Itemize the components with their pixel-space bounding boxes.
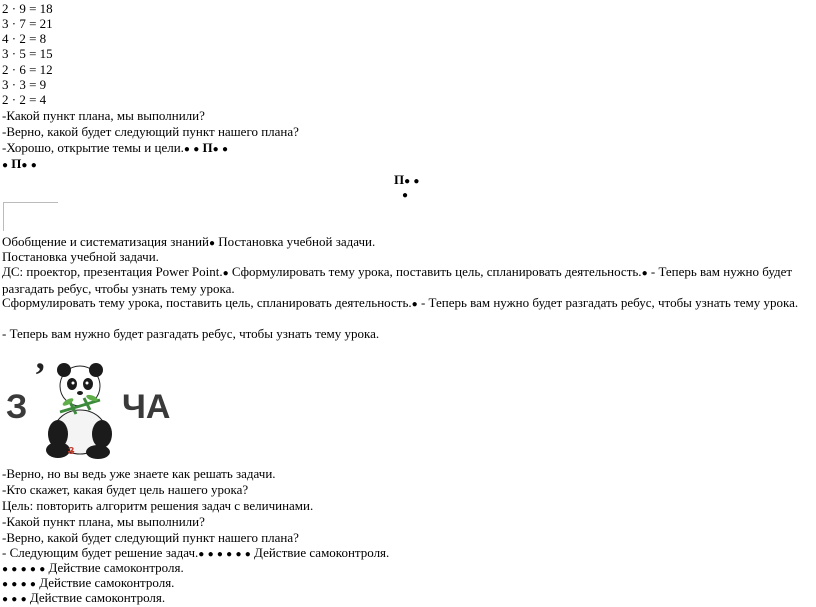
bullet-icon: ● [411,299,418,310]
ds-paragraph [2,264,802,296]
panda-icon [40,362,120,462]
rebus-letter-cha: ЧА [122,388,171,426]
bullet-icon: ● [21,160,28,171]
heading-line: Постановка учебной задачи. [2,249,159,264]
bullet-icon: ● [29,579,36,590]
bullet-icon: ● [20,594,27,605]
bullet-icon: ● [244,549,251,560]
self-control-text: Действие самоконтроля. [39,575,175,590]
bullet-icon: ● [226,549,233,560]
bullet-icon: ● [208,238,216,249]
equation-line: 2 · 6 = 12 [2,62,53,77]
bullet-icon: ● [216,549,223,560]
bullet-icon: ● [2,594,9,605]
question-line: -Какой пункт плана, мы выполнили? [2,108,205,123]
equation-line: 2 · 2 = 4 [2,92,47,107]
rebus-struck-letter: З [68,446,75,457]
bullet-icon: ● [198,549,205,560]
text-line: -Верно, какой будет следующий пункт нашего плана? [2,530,299,545]
text-line: -Верно, но вы ведь уже знаете как решать задачи. [2,466,276,481]
bullet-line [402,186,408,203]
open-topic-text: -Хорошо, открытие темы и цели. [2,140,184,155]
text-line: -Кто скажет, какая будет цель нашего урока? [2,482,249,497]
equation-line: 3 · 7 = 21 [2,16,53,31]
equation-line: 4 · 2 = 8 [2,31,47,46]
self-control-text: Действие самоконтроля. [48,560,184,575]
bullet-icon: ● [207,549,214,560]
bullet-icon: ● [2,564,9,575]
bullet-icon: ● [11,564,18,575]
equation-line: 2 · 9 = 18 [2,1,53,16]
question-line: -Верно, какой будет следующий пункт нашего плана? [2,124,299,139]
text-line: -Какой пункт плана, мы выполнили? [2,514,205,529]
bullet-icon: ● [222,268,229,279]
ds-text: ДС: проектор, презентация Power Point. [2,264,223,279]
equation-line: 3 · 5 = 15 [2,46,53,61]
equation-line: 3 · 3 = 9 [2,77,47,92]
bullet-icon: ● [11,594,18,605]
form-text: Сформулировать тему урока, поставить цель, спланировать деятельность. [2,295,412,310]
next-step-text: - Следующим будет решение задач. [2,545,199,560]
self-control-line [2,590,165,607]
bullet-icon: ● [193,144,200,155]
p-marker: П [394,172,405,187]
ds-text: Сформулировать тему урока, поставить цель, спланировать деятельность. [231,264,642,279]
bullet-icon: ● [29,564,36,575]
bullet-icon: ● [2,160,9,171]
heading-text: Обобщение и систематизация знаний [2,234,209,249]
self-control-text: Действие самоконтроля. [29,590,166,605]
text-line [2,140,228,157]
rebus-instruction: - Теперь вам нужно будет разгадать ребус, чтобы узнать тему урока. [2,326,380,341]
bullet-icon: ● [235,549,242,560]
marker-line [2,156,37,173]
rebus-letter-z: З [6,388,28,426]
bullet-icon: ● [20,579,27,590]
p-marker: П [202,140,213,155]
ds-text: - Теперь вам нужно будет разгадать ребус, чтобы узнать тему урока. [2,264,793,296]
bullet-icon: ● [30,160,37,171]
p-marker: П [11,156,22,171]
form-text: - Теперь вам нужно будет разгадать ребус, чтобы узнать тему урока. [420,295,799,310]
bullet-icon: ● [20,564,27,575]
self-control-text: Действие самоконтроля. [254,545,390,560]
bullet-icon: ● [39,564,46,575]
rebus-comma: ’ [34,355,46,395]
bullet-icon: ● [413,176,420,187]
bullet-icon: ● [402,190,409,201]
form-paragraph [2,295,802,312]
empty-frame [3,202,58,231]
bullet-icon: ● [221,144,228,155]
bullet-icon: ● [404,176,411,187]
rebus-image [4,355,174,462]
heading-text: Постановка учебной задачи. [218,234,376,249]
bullet-icon: ● [11,579,18,590]
bullet-icon: ● [183,144,190,155]
bullet-icon: ● [2,579,9,590]
text-line: Цель: повторить алгоритм решения задач с величинами. [2,498,314,513]
bullet-icon: ● [212,144,219,155]
bullet-icon: ● [641,268,648,279]
